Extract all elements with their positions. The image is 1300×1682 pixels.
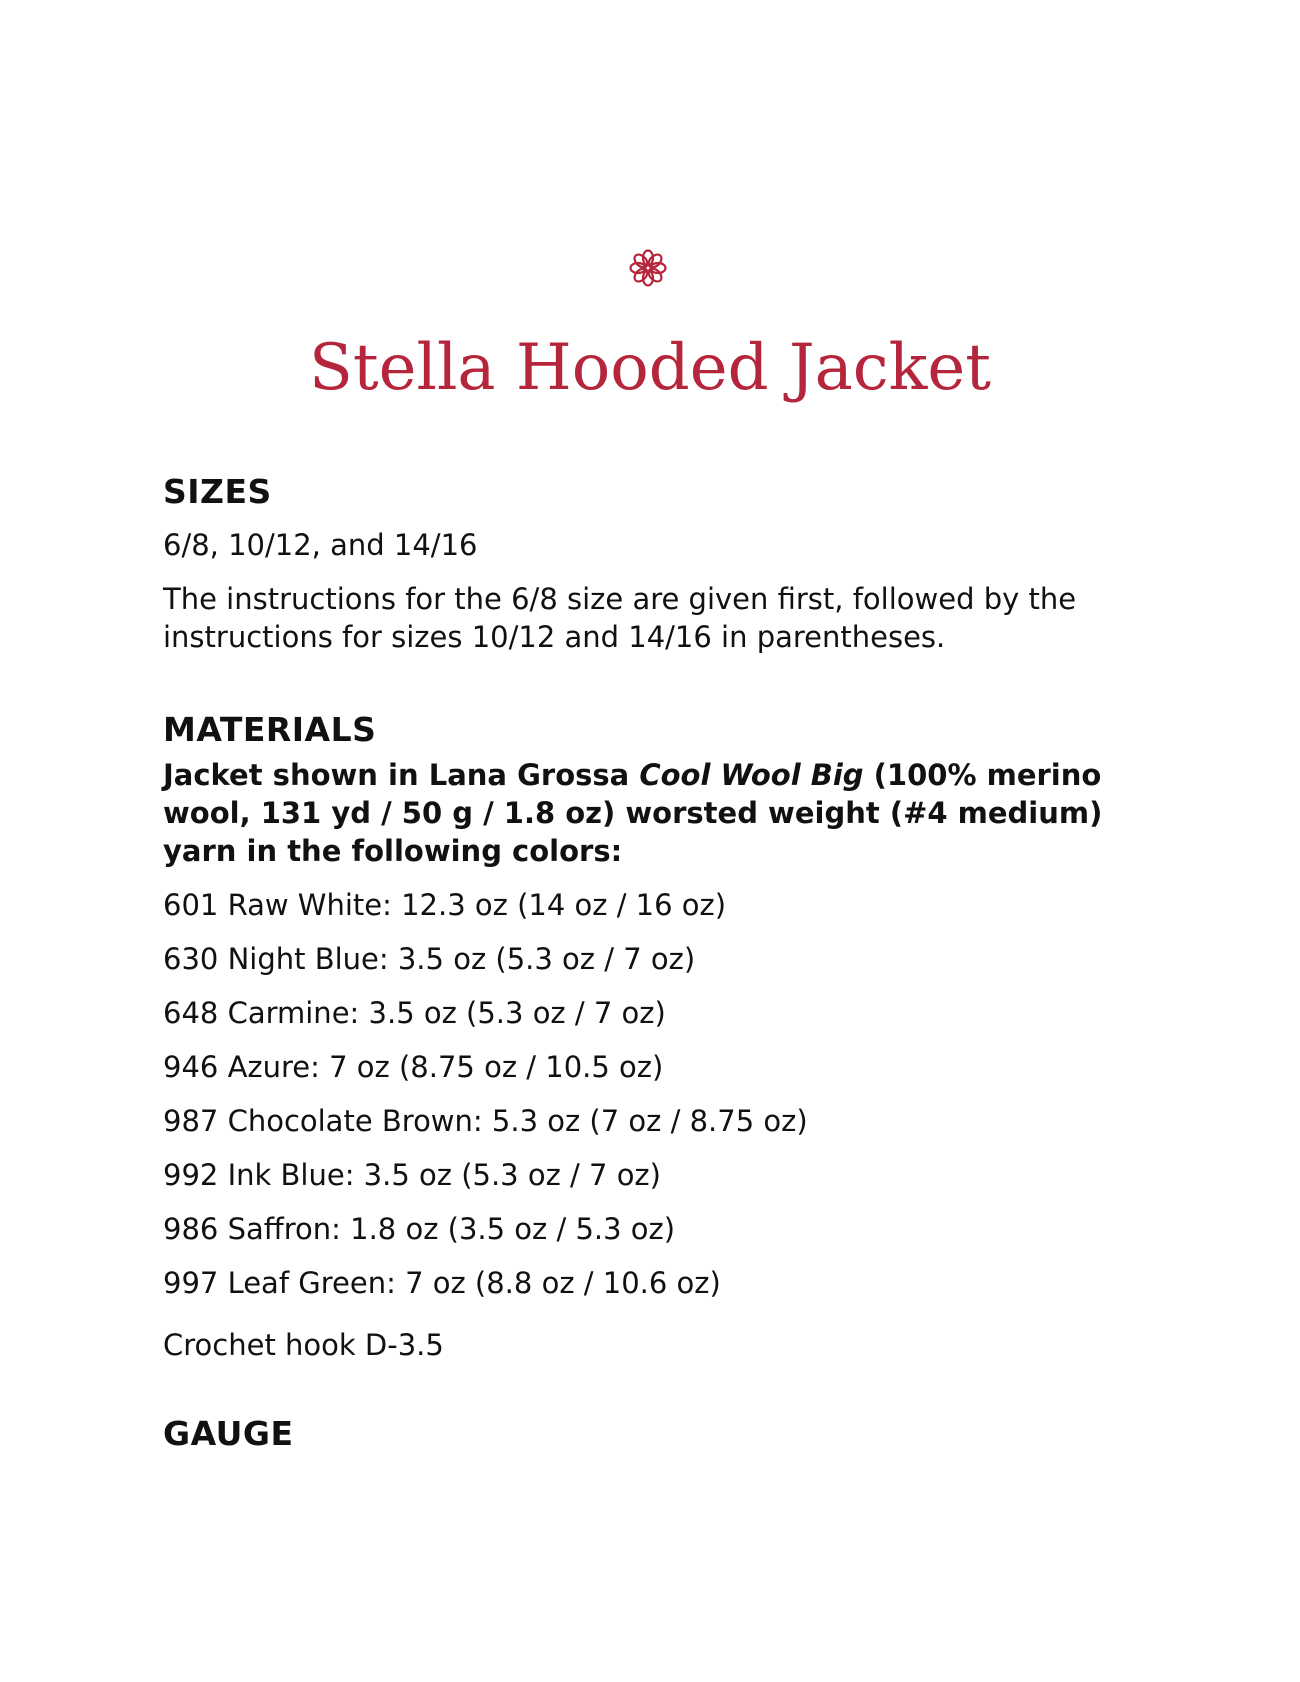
materials-intro-pre: Jacket shown in Lana Grossa <box>163 758 640 792</box>
gauge-heading: GAUGE <box>163 1414 294 1453</box>
list-item: 946 Azure: 7 oz (8.75 oz / 10.5 oz) <box>163 1050 664 1084</box>
list-item: 997 Leaf Green: 7 oz (8.8 oz / 10.6 oz) <box>163 1266 721 1300</box>
list-item: 992 Ink Blue: 3.5 oz (5.3 oz / 7 oz) <box>163 1158 661 1192</box>
sizes-list: 6/8, 10/12, and 14/16 <box>163 528 478 562</box>
materials-intro <box>163 756 1143 870</box>
list-item: 648 Carmine: 3.5 oz (5.3 oz / 7 oz) <box>163 996 666 1030</box>
list-item: 601 Raw White: 12.3 oz (14 oz / 16 oz) <box>163 888 727 922</box>
page-title: Stella Hooded Jacket <box>309 331 991 405</box>
yarn-color-list <box>163 886 1143 1302</box>
sizes-note: The instructions for the 6/8 size are given first, followed by the instructions for sizes 10/12 and 14/16 in parentheses. <box>163 582 1077 654</box>
list-item: 986 Saffron: 1.8 oz (3.5 oz / 5.3 oz) <box>163 1212 676 1246</box>
pattern-content <box>163 472 1143 1454</box>
materials-intro-post: (100% merino wool, 131 yd / 50 g / 1.8 oz) worsted weight (#4 medium) yarn in the following colors: <box>163 758 1103 868</box>
list-item: 630 Night Blue: 3.5 oz (5.3 oz / 7 oz) <box>163 942 696 976</box>
yarn-brand-name: Cool Wool Big <box>639 758 864 792</box>
crochet-hook: Crochet hook D-3.5 <box>163 1328 444 1362</box>
materials-heading: MATERIALS <box>163 710 377 749</box>
flower-ornament-icon <box>628 248 668 288</box>
list-item: 987 Chocolate Brown: 5.3 oz (7 oz / 8.75 oz) <box>163 1104 808 1138</box>
sizes-heading: SIZES <box>163 472 272 511</box>
